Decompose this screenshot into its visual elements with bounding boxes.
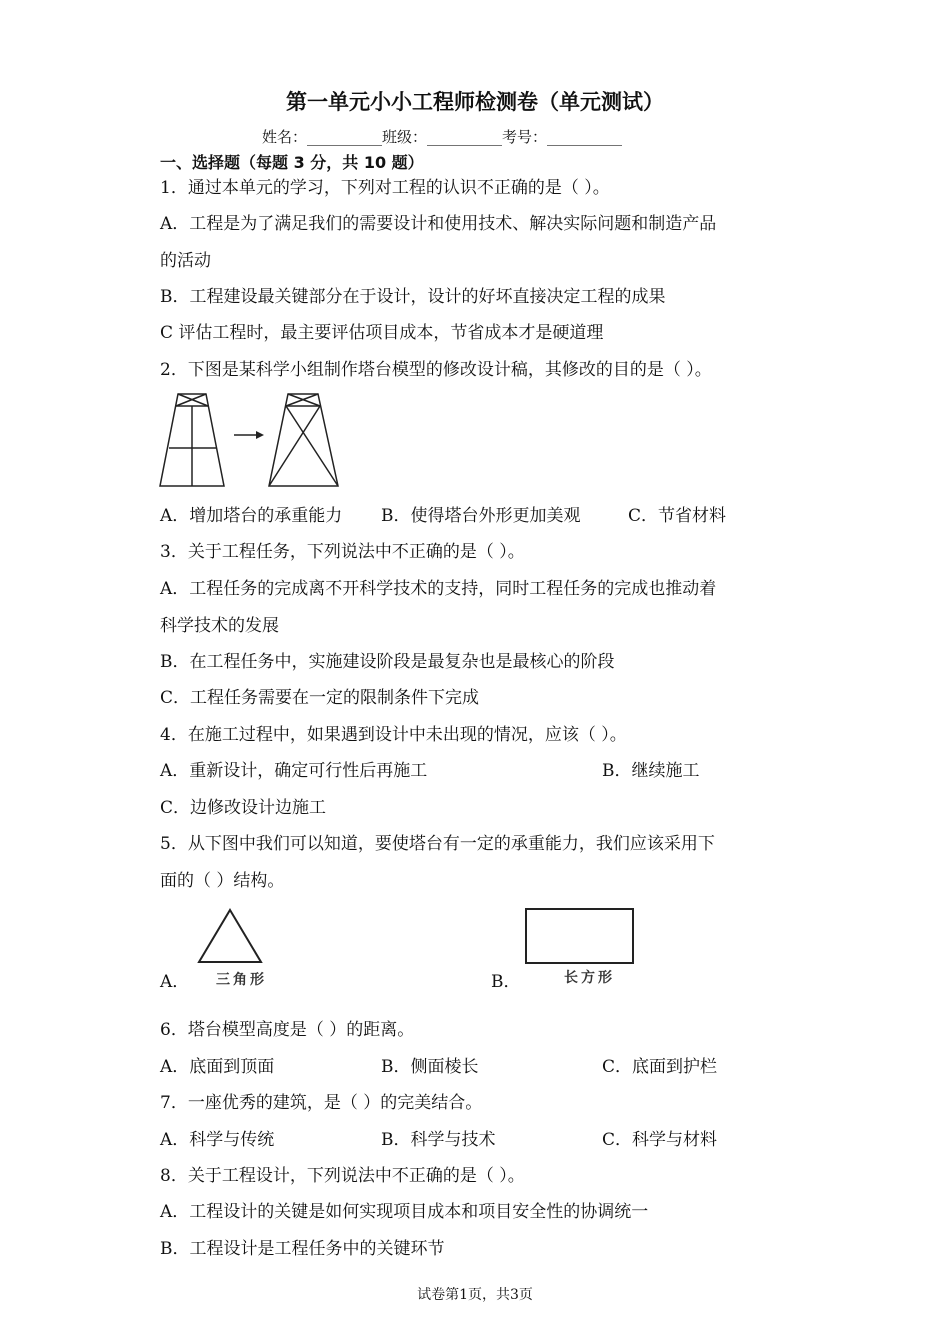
arrow-right-icon [234,431,264,439]
q1-option-c: C 评估工程时，最主要评估项目成本，节省成本才是硬道理 [160,323,604,343]
triangle-figure [196,906,276,992]
q1-stem: 1．通过本单元的学习，下列对工程的认识不正确的是（ ）。 [160,178,610,198]
rectangle-icon [526,909,633,963]
q6-option-c: C．底面到护栏 [602,1057,718,1077]
q1-option-a-line2: 的活动 [160,251,211,271]
q1-option-a-line1: A．工程是为了满足我们的需要设计和使用技术、解决实际问题和制造产品 [160,214,717,234]
q6-option-a: A．底面到顶面 [160,1057,275,1077]
q5-stem-line2: 面的（ ）结构。 [160,871,285,891]
q2-option-b: B．使得塔台外形更加美观 [381,506,581,526]
rectangle-figure [522,906,642,992]
q4-option-c: C．边修改设计边施工 [160,798,327,818]
q2-option-a: A．增加塔台的承重能力 [160,506,343,526]
rectangle-caption: 长方形 [564,970,615,986]
q8-option-b: B．工程设计是工程任务中的关键环节 [160,1239,445,1259]
q7-option-c: C．科学与材料 [602,1130,718,1150]
q2-option-c: C．节省材料 [628,506,727,526]
page-footer: 试卷第1页，共3页 [417,1287,533,1303]
q8-option-a: A．工程设计的关键是如何实现项目成本和项目安全性的协调统一 [160,1202,649,1222]
q4-stem: 4．在施工过程中，如果遇到设计中未出现的情况，应该（ ）。 [160,725,627,745]
q8-stem: 8．关于工程设计，下列说法中不正确的是（ ）。 [160,1166,525,1186]
section-heading: 一、选择题（每题 3 分，共 10 题） [160,153,424,172]
page-title: 第一单元小小工程师检测卷（单元测试） [286,90,664,114]
q6-option-b: B．侧面棱长 [381,1057,479,1077]
triangle-icon [199,910,261,962]
q6-stem: 6．塔台模型高度是（ ）的距离。 [160,1020,415,1040]
q2-figure [158,392,340,488]
triangle-caption: 三角形 [216,972,267,988]
q7-stem: 7．一座优秀的建筑，是（ ）的完美结合。 [160,1093,483,1113]
q3-option-c: C．工程任务需要在一定的限制条件下完成 [160,688,480,708]
q2-stem: 2．下图是某科学小组制作塔台模型的修改设计稿，其修改的目的是（ ）。 [160,360,712,380]
q7-option-b: B．科学与技术 [381,1130,496,1150]
q4-option-a: A．重新设计，确定可行性后再施工 [160,761,428,781]
tower-before-icon [160,394,224,486]
q3-option-b: B．在工程任务中，实施建设阶段是最复杂也是最核心的阶段 [160,652,615,672]
q7-option-a: A．科学与传统 [160,1130,275,1150]
q4-option-b: B．继续施工 [602,761,700,781]
q5-stem-line1: 5．从下图中我们可以知道，要使塔台有一定的承重能力，我们应该采用下 [160,834,715,854]
q3-option-a-line1: A．工程任务的完成离不开科学技术的支持，同时工程任务的完成也推动着 [160,579,717,599]
q1-option-b: B．工程建设最关键部分在于设计，设计的好坏直接决定工程的成果 [160,287,666,307]
q5-option-b: B． [491,972,521,992]
tower-after-icon [269,394,338,486]
q3-stem: 3．关于工程任务，下列说法中不正确的是（ ）。 [160,542,525,562]
q5-option-a: A． [160,972,190,992]
q3-option-a-line2: 科学技术的发展 [160,616,279,636]
student-info-line: 姓名：__________班级：__________考号：__________ [262,128,623,146]
